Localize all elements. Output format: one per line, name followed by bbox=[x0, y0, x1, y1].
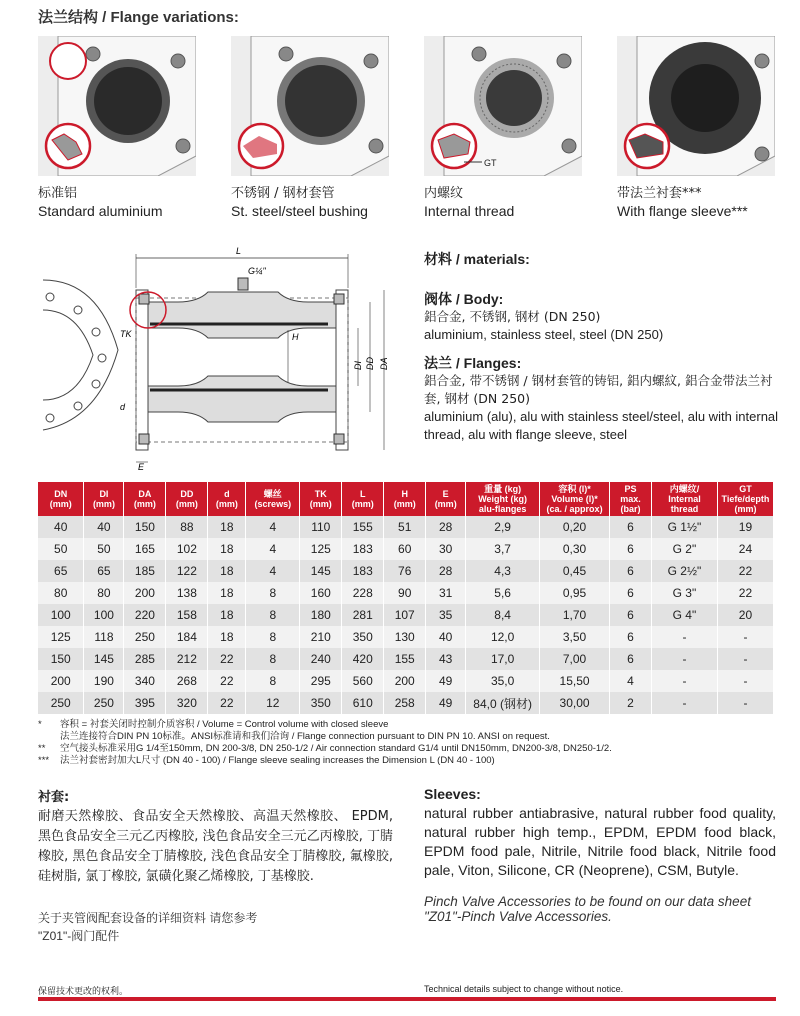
table-cell: 15,50 bbox=[540, 670, 610, 692]
table-cell: 8 bbox=[246, 582, 300, 604]
column-header-line: alu-flanges bbox=[478, 504, 527, 514]
footer-rule bbox=[38, 997, 776, 1001]
column-header bbox=[124, 482, 166, 516]
table-row bbox=[38, 626, 774, 648]
table-cell: 22 bbox=[717, 560, 773, 582]
column-header-line: Volume (l)* bbox=[551, 494, 598, 504]
table-cell: G 1½" bbox=[651, 516, 717, 538]
table-cell: - bbox=[717, 648, 773, 670]
column-header bbox=[84, 482, 124, 516]
column-header-line: (mm) bbox=[49, 499, 72, 509]
table-cell: 6 bbox=[610, 648, 652, 670]
table-cell: 180 bbox=[300, 604, 342, 626]
variant-label-en: St. steel/steel bushing bbox=[231, 203, 368, 219]
dim-l: L bbox=[236, 246, 242, 256]
table-cell: 2,9 bbox=[466, 516, 540, 538]
table-row bbox=[38, 516, 774, 538]
variant-internal-thread bbox=[424, 36, 582, 219]
table-cell: 1,70 bbox=[540, 604, 610, 626]
table-cell: G 3" bbox=[651, 582, 717, 604]
footnote bbox=[38, 755, 778, 767]
table-cell: 65 bbox=[38, 560, 84, 582]
table-cell: 18 bbox=[208, 604, 246, 626]
table-cell: 50 bbox=[38, 538, 84, 560]
column-header-line: (mm) bbox=[309, 499, 332, 509]
table-cell: 183 bbox=[342, 538, 384, 560]
table-cell: 12 bbox=[246, 692, 300, 714]
table-cell: 190 bbox=[84, 670, 124, 692]
table-cell: 150 bbox=[38, 648, 84, 670]
table-row bbox=[38, 582, 774, 604]
table-cell: 155 bbox=[384, 648, 426, 670]
column-header-line: DD bbox=[180, 489, 194, 499]
column-header-line: Internal bbox=[668, 494, 701, 504]
table-cell: 60 bbox=[384, 538, 426, 560]
flange-photo bbox=[38, 36, 196, 176]
table-cell: 122 bbox=[166, 560, 208, 582]
table-cell: 138 bbox=[166, 582, 208, 604]
table-cell: 28 bbox=[426, 560, 466, 582]
column-header-line: (screws) bbox=[254, 499, 292, 509]
column-header bbox=[651, 482, 717, 516]
column-header-line: 内螺纹/ bbox=[669, 484, 700, 494]
table-cell: 4 bbox=[246, 560, 300, 582]
accessories-ref-cn bbox=[38, 909, 393, 945]
table-cell: 30,00 bbox=[540, 692, 610, 714]
table-cell: 0,45 bbox=[540, 560, 610, 582]
table-row bbox=[38, 604, 774, 626]
column-header bbox=[717, 482, 773, 516]
column-header bbox=[426, 482, 466, 516]
column-header-line: (mm) bbox=[434, 499, 457, 509]
table-cell: 250 bbox=[38, 692, 84, 714]
table-cell: 0,20 bbox=[540, 516, 610, 538]
table-cell: 24 bbox=[717, 538, 773, 560]
column-header-line: d bbox=[224, 489, 230, 499]
variant-standard-aluminium bbox=[38, 36, 196, 219]
table-cell: 3,50 bbox=[540, 626, 610, 648]
footer-note-en: Technical details subject to change without notice. bbox=[424, 984, 624, 994]
table-cell: 31 bbox=[426, 582, 466, 604]
technical-drawing bbox=[38, 240, 413, 470]
table-cell: 49 bbox=[426, 670, 466, 692]
variant-label-cn: 不锈钢 / 钢材套管 bbox=[231, 186, 335, 201]
column-header-line: (mm) bbox=[215, 499, 238, 509]
column-header-line: (mm) bbox=[393, 499, 416, 509]
sleeves-text: natural rubber antiabrasive, natural rubber food quality, natural rubber high temp., EPDM, EPDM food black, EPDM food pale, Nitrile, Nitrile food black, Nitrile food pale, Viton, Silicone, CR (Neoprene), CSM, Butyle. bbox=[424, 805, 776, 878]
table-cell: 51 bbox=[384, 516, 426, 538]
table-cell: 43 bbox=[426, 648, 466, 670]
table-cell: 102 bbox=[166, 538, 208, 560]
materials-section bbox=[424, 250, 784, 444]
table-cell: G 4" bbox=[651, 604, 717, 626]
variant-steel-bushing bbox=[231, 36, 389, 219]
variant-label-en: With flange sleeve*** bbox=[617, 203, 748, 219]
table-cell: 30 bbox=[426, 538, 466, 560]
table-cell: 160 bbox=[300, 582, 342, 604]
table-cell: 22 bbox=[208, 648, 246, 670]
table-cell: 6 bbox=[610, 582, 652, 604]
table-cell: 19 bbox=[717, 516, 773, 538]
table-cell: 4 bbox=[246, 538, 300, 560]
dim-g: G¼" bbox=[248, 266, 266, 276]
table-cell: 3,7 bbox=[466, 538, 540, 560]
table-cell: 155 bbox=[342, 516, 384, 538]
column-header-line: DA bbox=[138, 489, 152, 499]
table-cell: 150 bbox=[124, 516, 166, 538]
table-row bbox=[38, 560, 774, 582]
table-cell: 8 bbox=[246, 648, 300, 670]
column-header bbox=[342, 482, 384, 516]
table-cell: 35 bbox=[426, 604, 466, 626]
column-header bbox=[246, 482, 300, 516]
table-cell: 4 bbox=[610, 670, 652, 692]
dim-h: H bbox=[292, 332, 299, 342]
column-header bbox=[610, 482, 652, 516]
table-cell: 350 bbox=[342, 626, 384, 648]
flange-photo bbox=[231, 36, 389, 176]
column-header bbox=[466, 482, 540, 516]
table-cell: - bbox=[651, 626, 717, 648]
column-header-line: GT bbox=[739, 484, 752, 494]
footnote-mark: ** bbox=[38, 743, 46, 754]
column-header bbox=[300, 482, 342, 516]
footnote-text: 空气接头标准采用G 1/4至150mm, DN 200-3/8, DN 250-1/2 / Air connection standard G1/4 until DN150mm, DN200-3/8, DN250-1/2. bbox=[60, 743, 612, 754]
table-cell: 320 bbox=[166, 692, 208, 714]
liners-text: 耐磨天然橡胶、食品安全天然橡胶、高温天然橡胶、 EPDM, 黑色食品安全三元乙丙橡胶, 浅色食品安全三元乙丙橡胶, 丁腈橡胶, 黑色食品安全丁腈橡胶, 浅色食品安全丁腈橡胶, 氟橡胶, 硅树脂, 氯丁橡胶, 氯磺化聚乙烯橡胶, 丁基橡胶. bbox=[38, 809, 393, 884]
table-cell: 4,3 bbox=[466, 560, 540, 582]
table-cell: 100 bbox=[84, 604, 124, 626]
table-cell: 212 bbox=[166, 648, 208, 670]
column-header-line: 重量 (kg) bbox=[484, 484, 522, 494]
column-header-line: (bar) bbox=[620, 504, 641, 514]
table-cell: 110 bbox=[300, 516, 342, 538]
table-cell: 2 bbox=[610, 692, 652, 714]
table-cell: 8 bbox=[246, 670, 300, 692]
table-cell: 18 bbox=[208, 582, 246, 604]
table-cell: 6 bbox=[610, 538, 652, 560]
variant-label-cn: 带法兰衬套*** bbox=[617, 186, 702, 201]
footnote-mark: * bbox=[38, 719, 42, 730]
table-cell: 8 bbox=[246, 626, 300, 648]
body-heading: 阀体 / Body: bbox=[424, 291, 504, 307]
body-text-en: aluminium, stainless steel, steel (DN 250) bbox=[424, 327, 664, 342]
table-cell: 350 bbox=[300, 692, 342, 714]
table-cell: 49 bbox=[426, 692, 466, 714]
variant-label-cn: 标准铝 bbox=[38, 186, 78, 201]
dimension-table bbox=[38, 482, 774, 714]
table-cell: - bbox=[651, 670, 717, 692]
table-cell: 200 bbox=[384, 670, 426, 692]
table-cell: 6 bbox=[610, 626, 652, 648]
column-header-line: (mm) bbox=[92, 499, 115, 509]
dim-e: E bbox=[138, 462, 145, 470]
table-row bbox=[38, 648, 774, 670]
table-cell: 125 bbox=[38, 626, 84, 648]
table-cell: 8 bbox=[246, 604, 300, 626]
column-header-line: (mm) bbox=[133, 499, 156, 509]
table-cell: 560 bbox=[342, 670, 384, 692]
dim-d: d bbox=[120, 402, 126, 412]
table-cell: 240 bbox=[300, 648, 342, 670]
table-cell: 84,0 (钢材) bbox=[466, 692, 540, 714]
table-cell: 35,0 bbox=[466, 670, 540, 692]
table-cell: 0,95 bbox=[540, 582, 610, 604]
flange-photo bbox=[617, 36, 775, 176]
table-cell: 200 bbox=[38, 670, 84, 692]
column-header-line: (mm) bbox=[175, 499, 198, 509]
table-cell: 4 bbox=[246, 516, 300, 538]
column-header bbox=[384, 482, 426, 516]
footnote-text: 法兰连接符合DIN PN 10标准。ANSI标准请和我们洽询 / Flange connection pursuant to DIN PN 10. ANSI on request. bbox=[60, 731, 550, 742]
table-cell: G 2½" bbox=[651, 560, 717, 582]
table-cell: 610 bbox=[342, 692, 384, 714]
footnote bbox=[38, 731, 778, 743]
table-cell: 0,30 bbox=[540, 538, 610, 560]
table-cell: 340 bbox=[124, 670, 166, 692]
footnotes bbox=[38, 719, 778, 767]
table-cell: 65 bbox=[84, 560, 124, 582]
table-cell: 6 bbox=[610, 516, 652, 538]
table-cell: 210 bbox=[300, 626, 342, 648]
table-cell: 50 bbox=[84, 538, 124, 560]
flanges-heading: 法兰 / Flanges: bbox=[424, 355, 522, 371]
footnote bbox=[38, 719, 778, 731]
column-header-line: (mm) bbox=[734, 504, 757, 514]
table-cell: 7,00 bbox=[540, 648, 610, 670]
table-cell: 165 bbox=[124, 538, 166, 560]
column-header-line: Tiefe/depth bbox=[721, 494, 770, 504]
variant-label-en: Internal thread bbox=[424, 203, 515, 219]
dim-di: DI bbox=[353, 361, 363, 370]
table-cell: 285 bbox=[124, 648, 166, 670]
table-cell: 295 bbox=[300, 670, 342, 692]
table-cell: 184 bbox=[166, 626, 208, 648]
column-header bbox=[208, 482, 246, 516]
table-cell: 28 bbox=[426, 516, 466, 538]
footnote-text: 法兰衬套密封加大L尺寸 (DN 40 - 100) / Flange sleeve sealing increases the Dimension L (DN 40 - 100) bbox=[60, 755, 495, 766]
column-header-line: thread bbox=[670, 504, 699, 514]
table-cell: 80 bbox=[38, 582, 84, 604]
table-cell: - bbox=[717, 626, 773, 648]
footer-note-cn: 保留技术更改的权利。 bbox=[38, 987, 129, 997]
variant-label-cn: 内螺纹 bbox=[424, 186, 464, 201]
table-header-row bbox=[38, 482, 774, 516]
table-cell: 220 bbox=[124, 604, 166, 626]
column-header-line: DN bbox=[54, 489, 68, 499]
column-header-line: L bbox=[360, 489, 366, 499]
table-cell: - bbox=[717, 692, 773, 714]
table-cell: 250 bbox=[124, 626, 166, 648]
table-cell: 145 bbox=[300, 560, 342, 582]
column-header-line: DI bbox=[99, 489, 109, 499]
table-cell: 18 bbox=[208, 516, 246, 538]
table-cell: 22 bbox=[717, 582, 773, 604]
table-cell: 395 bbox=[124, 692, 166, 714]
table-cell: 18 bbox=[208, 560, 246, 582]
table-cell: 18 bbox=[208, 626, 246, 648]
table-cell: 107 bbox=[384, 604, 426, 626]
flange-photo bbox=[424, 36, 582, 176]
column-header-line: (mm) bbox=[351, 499, 374, 509]
table-cell: 100 bbox=[38, 604, 84, 626]
table-cell: 118 bbox=[84, 626, 124, 648]
table-cell: 40 bbox=[426, 626, 466, 648]
table-cell: G 2" bbox=[651, 538, 717, 560]
page-title: 法兰结构 / Flange variations: bbox=[38, 9, 239, 26]
footnote bbox=[38, 743, 778, 755]
table-cell: 20 bbox=[717, 604, 773, 626]
table-cell: 18 bbox=[208, 538, 246, 560]
table-cell: 88 bbox=[166, 516, 208, 538]
table-cell: 40 bbox=[38, 516, 84, 538]
table-cell: 6 bbox=[610, 604, 652, 626]
table-cell: 258 bbox=[384, 692, 426, 714]
footnote-mark: *** bbox=[38, 755, 50, 766]
table-cell: 80 bbox=[84, 582, 124, 604]
table-cell: 22 bbox=[208, 692, 246, 714]
column-header-line: Weight (kg) bbox=[478, 494, 528, 504]
footnote-mark bbox=[38, 731, 60, 743]
table-cell: 130 bbox=[384, 626, 426, 648]
sleeves-heading: Sleeves: bbox=[424, 786, 481, 802]
table-row bbox=[38, 538, 774, 560]
table-cell: 5,6 bbox=[466, 582, 540, 604]
variant-flange-sleeve bbox=[617, 36, 775, 219]
table-cell: - bbox=[651, 648, 717, 670]
liners-section-cn bbox=[38, 786, 393, 945]
column-header-line: 螺丝 bbox=[263, 489, 282, 499]
table-cell: 12,0 bbox=[466, 626, 540, 648]
column-header-line: TK bbox=[314, 489, 327, 499]
column-header-line: (ca. / approx) bbox=[546, 504, 603, 514]
materials-heading: 材料 / materials: bbox=[424, 251, 530, 267]
table-cell: 281 bbox=[342, 604, 384, 626]
dim-tk: TK bbox=[120, 329, 132, 339]
table-cell: - bbox=[651, 692, 717, 714]
table-cell: 8,4 bbox=[466, 604, 540, 626]
column-header-line: H bbox=[401, 489, 408, 499]
flanges-text-en: aluminium (alu), alu with stainless steel/steel, alu with internal thread, alu with flange sleeve, steel bbox=[424, 409, 779, 442]
table-cell: - bbox=[717, 670, 773, 692]
column-header-line: E bbox=[442, 489, 449, 499]
table-cell: 76 bbox=[384, 560, 426, 582]
column-header bbox=[38, 482, 84, 516]
column-header-line: 容积 (l)* bbox=[558, 484, 591, 494]
column-header-line: PS bbox=[624, 484, 637, 494]
accessories-ref-line2: "Z01"-阀门配件 bbox=[38, 929, 120, 943]
table-cell: 185 bbox=[124, 560, 166, 582]
table-cell: 200 bbox=[124, 582, 166, 604]
dim-da: DA bbox=[379, 357, 389, 370]
table-cell: 250 bbox=[84, 692, 124, 714]
table-cell: 420 bbox=[342, 648, 384, 670]
sleeves-section-en bbox=[424, 786, 776, 924]
table-row bbox=[38, 670, 774, 692]
accessories-ref-line1: 关于夹管阀配套设备的详细资料 请您参考 bbox=[38, 911, 258, 925]
table-cell: 183 bbox=[342, 560, 384, 582]
footnote-text: 容积 = 衬套关闭时控制介质容积 / Volume = Control volume with closed sleeve bbox=[60, 719, 389, 730]
table-cell: 158 bbox=[166, 604, 208, 626]
column-header bbox=[166, 482, 208, 516]
gt-label: GT bbox=[484, 158, 497, 168]
table-row bbox=[38, 692, 774, 714]
variant-label-en: Standard aluminium bbox=[38, 203, 163, 219]
accessories-ref-en: Pinch Valve Accessories to be found on our data sheet "Z01"-Pinch Valve Accessories. bbox=[424, 894, 751, 924]
column-header-line: max. bbox=[620, 494, 641, 504]
body-text-cn: 鋁合金, 不锈钢, 钢材 (DN 250) bbox=[424, 309, 601, 324]
dim-dd: DD bbox=[365, 357, 375, 370]
table-cell: 40 bbox=[84, 516, 124, 538]
table-cell: 22 bbox=[208, 670, 246, 692]
table-cell: 145 bbox=[84, 648, 124, 670]
flanges-text-cn: 鋁合金, 带不锈钢 / 钢材套管的铸铝, 鋁内螺紋, 鋁合金带法兰衬套, 钢材 (DN 250) bbox=[424, 373, 773, 406]
liners-heading: 衬套: bbox=[38, 790, 70, 805]
table-cell: 90 bbox=[384, 582, 426, 604]
table-cell: 17,0 bbox=[466, 648, 540, 670]
column-header bbox=[540, 482, 610, 516]
table-cell: 268 bbox=[166, 670, 208, 692]
table-cell: 125 bbox=[300, 538, 342, 560]
table-cell: 6 bbox=[610, 560, 652, 582]
table-cell: 228 bbox=[342, 582, 384, 604]
